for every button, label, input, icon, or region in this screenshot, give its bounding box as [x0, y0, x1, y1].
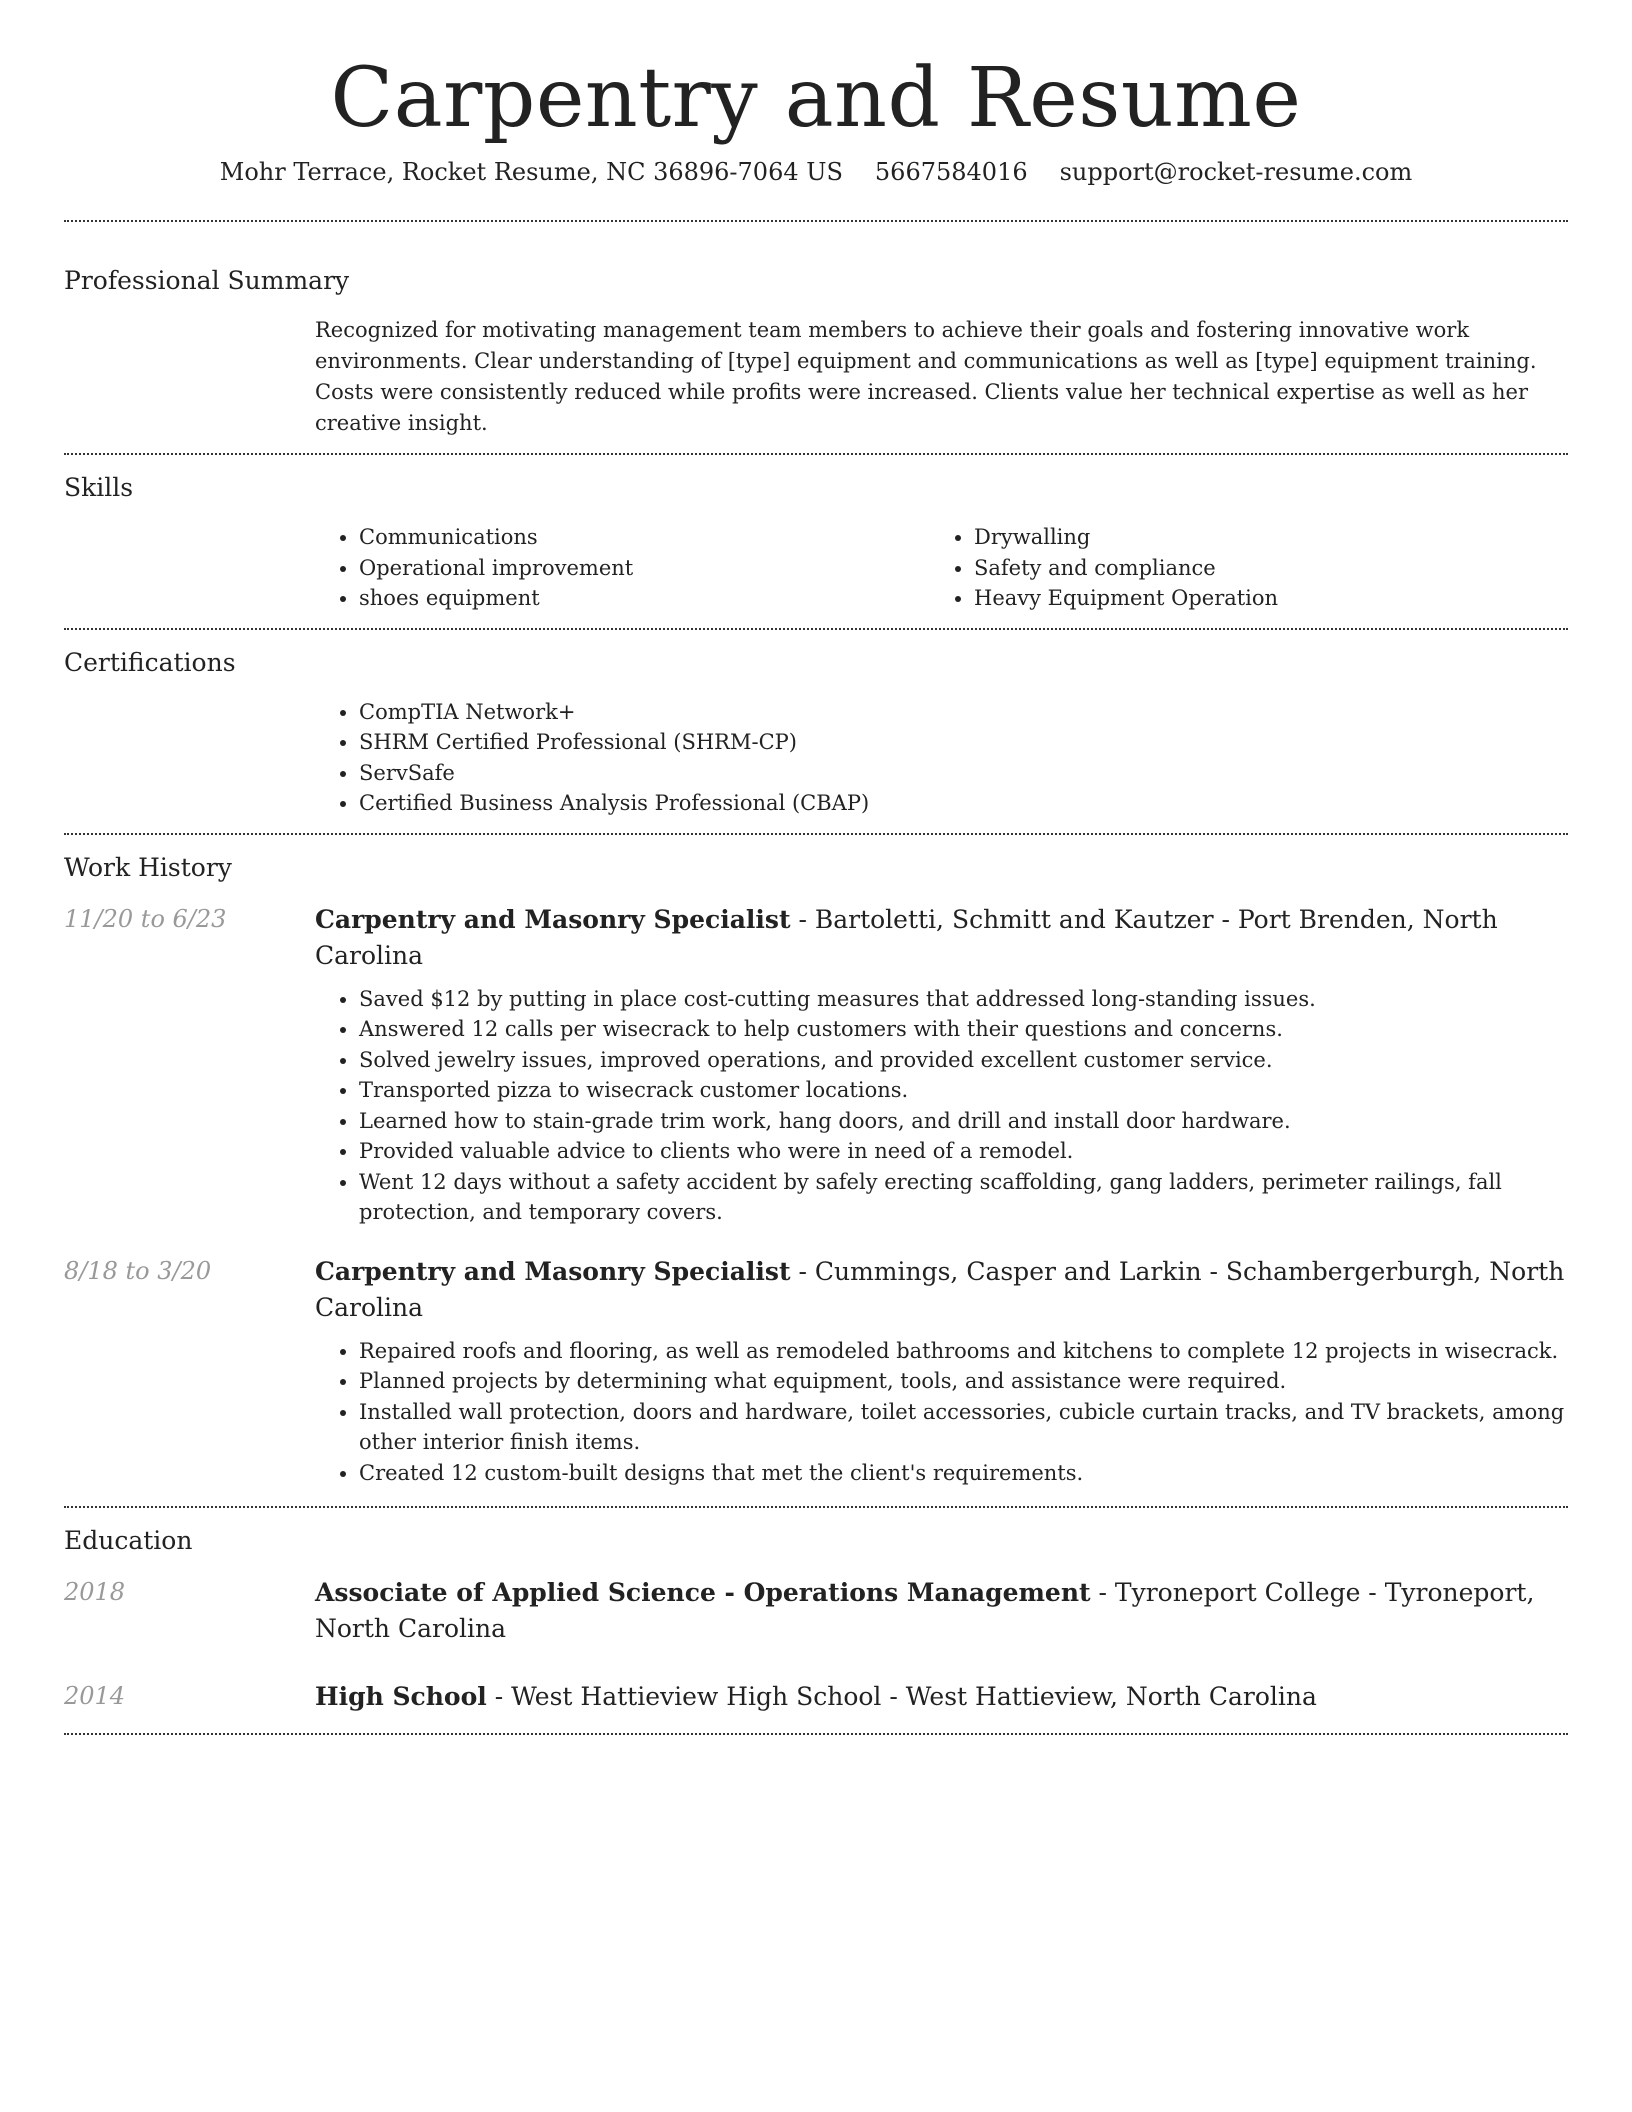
- section-divider: [64, 1733, 1568, 1735]
- work-bullet: • Saved $12 by putting in place cost-cutting measures that addressed long-standing issues.: [359, 984, 1568, 1015]
- degree: Associate of Applied Science - Operations Management: [315, 1578, 1091, 1608]
- resume-header: [64, 0, 1568, 186]
- education-section: [64, 1508, 1568, 1733]
- skills-list-left: [315, 522, 930, 614]
- work-bullet: • Answered 12 calls per wisecrack to help customers with their questions and concerns.: [359, 1014, 1568, 1045]
- work-dates: 11/20 to 6/23: [64, 904, 227, 933]
- work-bullet: • Went 12 days without a safety accident by safely erecting scaffolding, gang ladders, perimeter railings, fall protection, and temporary covers.: [359, 1167, 1568, 1228]
- contact-phone: 5667584016: [874, 158, 1028, 187]
- work-bullet: • Repaired roofs and flooring, as well as remodeled bathrooms and kitchens to complete 12 projects in wisecrack.: [359, 1336, 1568, 1367]
- skill-item: • Heavy Equipment Operation: [974, 583, 1568, 614]
- skill-item: • Drywalling: [974, 522, 1568, 553]
- work-history-heading: Work History: [64, 852, 232, 882]
- work-bullet: • Learned how to stain-grade trim work, hang doors, and drill and install door hardware.: [359, 1106, 1568, 1137]
- education-entry-body: [315, 1679, 1568, 1715]
- skills-heading: Skills: [64, 473, 134, 503]
- certifications-list: [315, 697, 1568, 819]
- certifications-section: [64, 630, 1568, 833]
- work-entry-body: [315, 1254, 1568, 1489]
- work-entry: [64, 902, 1568, 1228]
- education-year: 2014: [64, 1682, 126, 1711]
- work-entry: [64, 1254, 1568, 1489]
- certification-item: • CompTIA Network+: [359, 697, 1568, 728]
- education-entry-body: [315, 1575, 1568, 1647]
- skill-item: • Operational improvement: [359, 553, 930, 584]
- job-employer-location: - Cummings, Casper and Larkin - Schambergerburgh, North Carolina: [315, 1256, 1565, 1322]
- school-location: - West Hattieview High School - West Hattieview, North Carolina: [486, 1682, 1317, 1712]
- certification-item: • SHRM Certified Professional (SHRM-CP): [359, 727, 1568, 758]
- work-bullet: • Planned projects by determining what equipment, tools, and assistance were required.: [359, 1366, 1568, 1397]
- certifications-body: [315, 697, 1568, 819]
- work-title: [315, 1254, 1568, 1326]
- summary-body: [315, 315, 1568, 439]
- summary-text: Recognized for motivating management team members to achieve their goals and fostering innovative work environments. Clear understanding of [type] equipment and communications as well as [type] equipment training. Costs were consistently reduced while profits were increased. Clients value her technical expertise as well as her creative insight.: [315, 318, 1537, 436]
- candidate-name: Carpentry and Resume: [330, 51, 1302, 146]
- education-heading: Education: [64, 1526, 193, 1556]
- work-entry-body: [315, 902, 1568, 1228]
- certification-item: • Certified Business Analysis Professional (CBAP): [359, 788, 1568, 819]
- work-bullet: • Provided valuable advice to clients who were in need of a remodel.: [359, 1136, 1568, 1167]
- education-year: 2018: [64, 1578, 126, 1607]
- contact-line: [64, 158, 1568, 186]
- work-bullets: [315, 984, 1568, 1228]
- certifications-heading: Certifications: [64, 647, 236, 677]
- education-entry: [64, 1679, 1568, 1715]
- work-bullet: • Installed wall protection, doors and hardware, toilet accessories, cubicle curtain tracks, and TV brackets, among other interior finish items.: [359, 1397, 1568, 1458]
- skill-item: • shoes equipment: [359, 583, 930, 614]
- contact-address: Mohr Terrace, Rocket Resume, NC 36896-7064 US: [219, 158, 843, 187]
- education-entry: [64, 1575, 1568, 1647]
- education-list: [64, 1575, 1568, 1715]
- work-bullet: • Transported pizza to wisecrack customer locations.: [359, 1075, 1568, 1106]
- work-bullet: • Created 12 custom-built designs that met the client's requirements.: [359, 1458, 1568, 1489]
- work-title: [315, 902, 1568, 974]
- degree: High School: [315, 1682, 487, 1712]
- skill-item: • Communications: [359, 522, 930, 553]
- skills-grid: [315, 522, 1568, 614]
- work-history-section: [64, 835, 1568, 1507]
- contact-email: support@rocket-resume.com: [1059, 158, 1413, 187]
- education-title: [315, 1679, 1568, 1715]
- summary-section: [64, 222, 1568, 453]
- job-role: Carpentry and Masonry Specialist: [315, 1256, 791, 1286]
- job-role: Carpentry and Masonry Specialist: [315, 904, 791, 934]
- summary-heading: Professional Summary: [64, 266, 350, 296]
- school-location: - Tyroneport College - Tyroneport, North Carolina: [315, 1578, 1535, 1644]
- skills-section: [64, 455, 1568, 628]
- skills-list-right: [930, 522, 1568, 614]
- work-bullet: • Solved jewelry issues, improved operations, and provided excellent customer service.: [359, 1045, 1568, 1076]
- skill-item: • Safety and compliance: [974, 553, 1568, 584]
- job-employer-location: - Bartoletti, Schmitt and Kautzer - Port Brenden, North Carolina: [315, 904, 1498, 970]
- certification-item: • ServSafe: [359, 758, 1568, 789]
- education-title: [315, 1575, 1568, 1647]
- work-bullets: [315, 1336, 1568, 1489]
- work-dates: 8/18 to 3/20: [64, 1256, 212, 1285]
